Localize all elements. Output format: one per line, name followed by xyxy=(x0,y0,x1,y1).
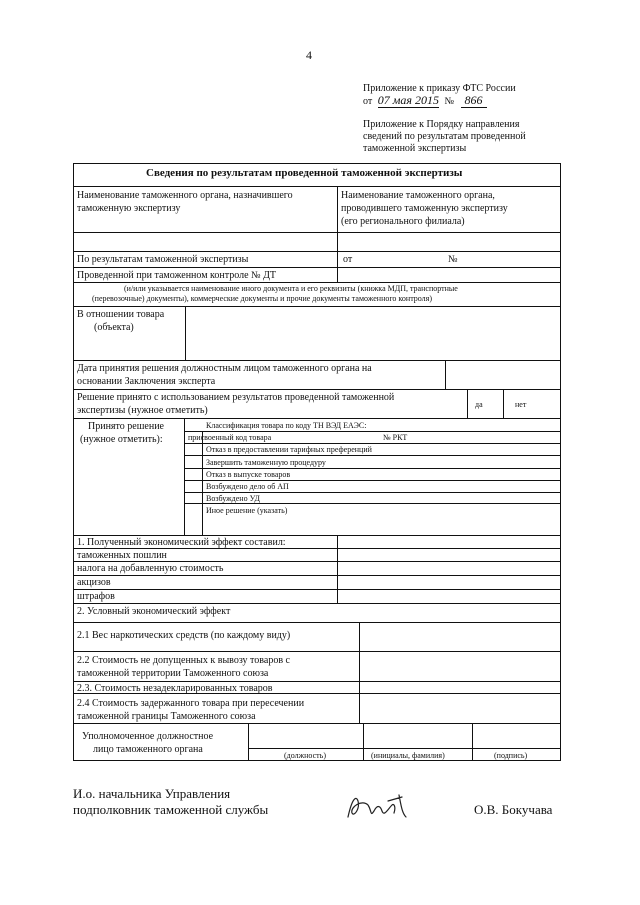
rule xyxy=(73,535,561,536)
rule xyxy=(73,360,561,361)
rule xyxy=(503,389,504,418)
option-criminal-case[interactable]: Возбуждено УД xyxy=(206,494,260,503)
order-number: 866 xyxy=(461,93,487,108)
appointing-authority-label-2: таможенную экспертизу xyxy=(77,203,181,214)
economic-effect-label: 1. Полученный экономический эффект составил: xyxy=(77,537,286,548)
rule xyxy=(73,282,561,283)
option-release-refusal[interactable]: Отказ в выпуске товаров xyxy=(206,470,291,479)
no-option[interactable]: нет xyxy=(515,400,527,409)
option-complete-procedure[interactable]: Завершить таможенную процедуру xyxy=(206,458,326,467)
option-tariff-refusal[interactable]: Отказ в предоставлении тарифных преференций xyxy=(206,445,372,454)
rule xyxy=(359,622,360,651)
rule xyxy=(184,455,561,456)
undeclared-goods-label: 2.3. Стоимость незадекларированных товаров xyxy=(77,683,273,694)
rule xyxy=(248,748,561,749)
goods-label: В отношении товара xyxy=(77,309,165,320)
rule xyxy=(202,431,203,535)
conditional-effect-label: 2. Условный экономический эффект xyxy=(77,606,231,617)
rule xyxy=(73,603,561,604)
position-caption: (должность) xyxy=(284,751,326,760)
option-assigned-code[interactable]: присвоенный код товара xyxy=(188,433,272,442)
detained-goods-label: 2.4 Стоимость задержанного товара при пересечении xyxy=(77,698,305,709)
official-label: Уполномоченное должностное xyxy=(82,731,214,742)
note-line-1: (и/или указывается наименование иного документа и его реквизиты (книжка МДП, транспортные xyxy=(124,284,458,293)
rule xyxy=(337,186,338,282)
header-line-5: таможенной экспертизы xyxy=(363,143,467,154)
decision-label-2: (нужное отметить): xyxy=(80,434,163,445)
rule xyxy=(248,723,249,761)
option-ap-case[interactable]: Возбуждено дело об АП xyxy=(206,482,289,491)
conducting-authority-label-3: (его регионального филиала) xyxy=(341,216,465,227)
rule xyxy=(184,503,561,504)
rule xyxy=(184,418,185,535)
rule xyxy=(359,651,360,693)
rule xyxy=(445,360,446,389)
rule xyxy=(184,468,561,469)
option-classification[interactable]: Классификация товара по коду ТН ВЭД ЕАЭС: xyxy=(206,421,367,430)
rule xyxy=(73,575,561,576)
decision-date-label: Дата принятия решения должностным лицом таможенного органа на xyxy=(77,363,372,374)
rule xyxy=(73,589,561,590)
appointing-authority-label: Наименование таможенного органа, назначившего xyxy=(77,190,293,201)
expertise-used-label: Решение принято с использованием результатов проведенной таможенной xyxy=(77,392,395,403)
page-number: 4 xyxy=(306,48,312,62)
excise-label: акцизов xyxy=(77,577,111,588)
option-other-decision[interactable]: Иное решение (указать) xyxy=(206,506,288,515)
rule xyxy=(184,492,561,493)
header-line-4: сведений по результатам проведенной xyxy=(363,131,526,142)
header-line-3: Приложение к Порядку направления xyxy=(363,119,520,130)
form-title: Сведения по результатам проведенной таможенной экспертизы xyxy=(146,167,463,179)
rule xyxy=(73,267,561,268)
rule xyxy=(359,693,360,723)
decision-label: Принято решение xyxy=(88,421,164,432)
rule xyxy=(363,723,364,761)
rule xyxy=(73,723,561,724)
initials-caption: (инициалы, фамилия) xyxy=(371,751,445,760)
order-date: 07 мая 2015 xyxy=(377,93,439,107)
yes-option[interactable]: да xyxy=(475,400,483,409)
control-label: Проведенной при таможенном контроле № ДТ xyxy=(77,270,277,281)
rule xyxy=(73,232,561,233)
conducting-authority-label: Наименование таможенного органа, xyxy=(341,190,495,201)
signer-name: О.В. Бокучава xyxy=(474,802,553,817)
rule xyxy=(73,561,561,562)
conducting-authority-label-2: проводившего таможенную экспертизу xyxy=(341,203,508,214)
vat-label: налога на добавленную стоимость xyxy=(77,563,224,574)
rule xyxy=(184,431,561,432)
rule xyxy=(185,306,186,360)
duties-label: таможенных пошлин xyxy=(77,550,167,561)
rule xyxy=(472,723,473,761)
header-line-2: от 07 мая 2015 № 866 xyxy=(363,95,487,107)
rule xyxy=(337,535,338,603)
goods-label-2: (объекта) xyxy=(94,322,134,333)
signature-caption: (подпись) xyxy=(494,751,528,760)
detained-goods-label-2: таможенной границы Таможенного союза xyxy=(77,711,256,722)
rule xyxy=(73,651,561,652)
decision-date-label-2: основании Заключения эксперта xyxy=(77,376,216,387)
rule xyxy=(73,681,561,682)
rule xyxy=(73,186,561,187)
number-label: № xyxy=(448,254,458,265)
note-line-2: (перевозочные) документы), коммерческие документы и прочие документы таможенного контроля) xyxy=(92,294,433,303)
rule xyxy=(73,251,561,252)
narcotics-label: 2.1 Вес наркотических средств (по каждому виду) xyxy=(77,630,291,641)
official-label-2: лицо таможенного органа xyxy=(93,744,203,755)
rule xyxy=(73,418,561,419)
expertise-used-label-2: экспертизы (нужное отметить) xyxy=(77,405,208,416)
rule xyxy=(184,443,561,444)
fines-label: штрафов xyxy=(77,591,115,602)
header-line-1: Приложение к приказу ФТС России xyxy=(363,83,516,94)
handwritten-signature xyxy=(344,791,414,823)
from-label: от xyxy=(343,254,353,265)
export-goods-label-2: таможенной территории Таможенного союза xyxy=(77,668,269,679)
signer-rank: подполковник таможенной службы xyxy=(73,802,269,817)
rule xyxy=(73,306,561,307)
rule xyxy=(73,389,561,390)
rkt-label: № РКТ xyxy=(383,433,408,442)
rule xyxy=(73,622,561,623)
export-goods-label: 2.2 Стоимость не допущенных к вывозу товаров с xyxy=(77,655,290,666)
rule xyxy=(184,480,561,481)
results-label: По результатам таможенной экспертизы xyxy=(77,254,249,265)
rule xyxy=(467,389,468,418)
signer-title: И.о. начальника Управления xyxy=(73,786,231,801)
rule xyxy=(73,548,561,549)
